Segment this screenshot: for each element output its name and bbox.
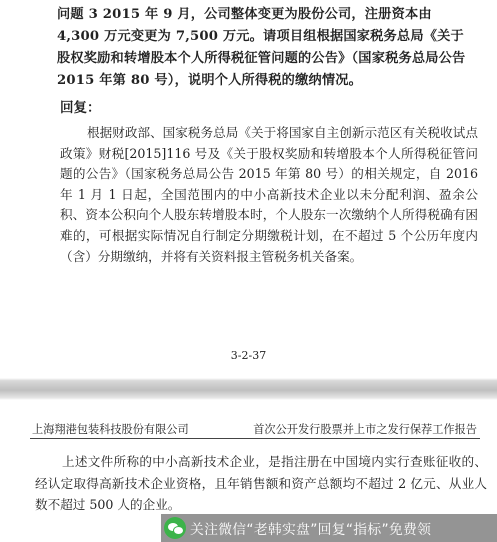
header-rule [30,438,480,439]
running-header-report-title: 首次公开发行股票并上市之发行保荐工作报告 [253,423,477,436]
watermark-banner [161,514,497,542]
body-paragraph: 上述文件所称的中小高新技术企业，是指注册在中国境内实行查账征收的、经认定取得高新技术企业资格，且年销售额和资产总额均不超过 2 亿元、从业人数不超过 500 人的企业。 [35,454,487,513]
question-paragraph: 问题 3 2015 年 9 月，公司整体变更为股份公司，注册资本由 4,300 万元变更为 7,500 万元。请项目组根据国家税务总局《关于股权奖励和转增股本个人所得税征管问题的公告》（国家税务总局公告 2015 年第 80 号），说明个人所得税的缴纳情况。 [57,7,466,88]
reply-paragraph: 根据财政部、国家税务总局《关于将国家自主创新示范区有关税收试点政策》财税[2015]116 号及《关于股权奖励和转增股本个人所得税征管问题的公告》（国家税务总局公告 2015 年第 80 号）的相关规定，自 2016 年 1 月 1 日起，全国范围内的中小高新技术企业以未分配利润、盈余公积、资本公积向个人股东转增股本时，个人股东一次缴纳个人所得税确有困难的，可根据实际情况自行制定分期缴税计划，在不超过 5 个公历年度内（含）分期缴纳，并将有关资料报主管税务机关备案。 [60,125,478,264]
running-header-company: 上海翔港包装科技股份有限公司 [32,423,189,436]
page-number: 3-2-37 [230,349,267,362]
watermark-text: 关注微信“老韩实盘”回复“指标”免费领 [190,522,432,538]
reply-heading: 回复： [60,100,101,116]
wechat-icon [164,517,186,539]
page-separator [0,378,497,400]
